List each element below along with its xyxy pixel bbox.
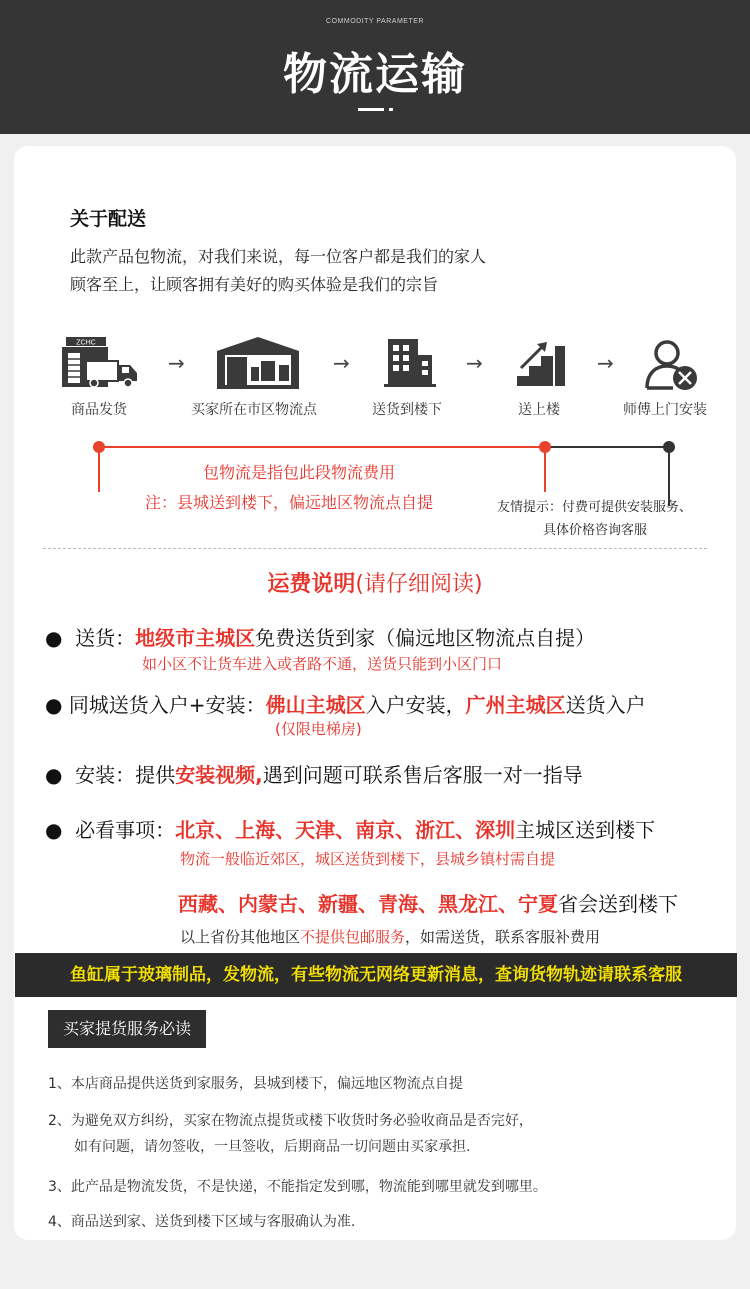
about-line-2: 顾客至上，让顾客拥有美好的购买体验是我们的宗旨	[70, 275, 439, 294]
fee-title-rest: (请仔细阅读)	[355, 572, 483, 597]
delivery-prefix: 送货：	[75, 626, 136, 650]
logistics-banner: 鱼缸属于玻璃制品，发物流，有些物流无网络更新消息，查询货物轨迹请联系客服	[15, 953, 737, 997]
arrow-icon: →	[597, 351, 614, 375]
install-item: ● 安装：提供安装视频,遇到问题可联系售后客服一对一指导	[45, 763, 583, 787]
rule-item: 2、为避免双方纠纷，买家在物流点提货或楼下收货时务必验收商品是否完好，	[48, 1113, 533, 1129]
rule-item: 1、本店商品提供送货到家服务，县城到楼下，偏远地区物流点自提	[48, 1076, 463, 1092]
must-note-2-red: 不提供包邮服务	[300, 928, 406, 946]
step-label: 商品发货	[71, 402, 127, 418]
step-label: 买家所在市区物流点	[191, 402, 317, 418]
tip-line-1: 友情提示：付费可提供安装服务、	[497, 500, 693, 515]
truck-sign: ZCHC	[76, 339, 96, 347]
delivery-item: ● 送货：地级市主城区免费送货到家（偏远地区物流点自提）	[45, 626, 596, 650]
arrow-icon: →	[168, 351, 185, 375]
step-label: 送上楼	[518, 402, 560, 418]
timeline-mid-line	[544, 448, 546, 492]
header-subtitle: COMMODITY PARAMETER	[326, 18, 424, 25]
must-rest-2: 省会送到楼下	[558, 892, 678, 916]
install-red: 安装视频,	[175, 763, 263, 787]
section-divider	[43, 548, 707, 549]
fee-title	[0, 567, 750, 598]
must-note-1: 物流一般临近郊区，城区送货到楼下，县城乡镇村需自提	[180, 850, 556, 868]
notice-title: 买家提货服务必读	[48, 1010, 206, 1048]
timeline-red-segment	[99, 446, 545, 448]
rule-item: 3、此产品是物流发货，不是快递，不能指定发到哪，物流能到哪里就发到哪里。	[48, 1179, 547, 1195]
page-header	[0, 0, 750, 134]
delivery-note: 如小区不让货车进入或者路不通，送货只能到小区门口	[142, 655, 503, 673]
must-read-item: ● 必看事项：北京、上海、天津、南京、浙江、深圳主城区送到楼下	[45, 818, 656, 842]
warehouse-icon	[217, 337, 299, 389]
timeline-black-segment	[545, 446, 669, 448]
building-icon	[384, 339, 436, 387]
install-rest: 遇到问题可联系售后客服一对一指导	[262, 763, 583, 787]
must-note-2-a: 以上省份其他地区	[180, 928, 301, 946]
timeline-note-1: 包物流是指包此段物流费用	[203, 463, 396, 482]
arrow-icon: →	[333, 351, 350, 375]
truck-icon	[60, 335, 140, 390]
arrow-icon: →	[466, 351, 483, 375]
rule-item: 如有问题，请勿签收，一旦签收，后期商品一切问题由买家承担.	[74, 1139, 471, 1155]
same-city-red-2: 广州主城区	[465, 693, 566, 717]
same-city-prefix: 同城送货入户+安装：	[68, 693, 266, 717]
header-divider-dot	[389, 108, 393, 111]
about-line-1: 此款产品包物流，对我们来说，每一位客户都是我们的家人	[70, 247, 487, 266]
step-label: 师傅上门安装	[623, 402, 707, 418]
must-rest-1: 主城区送到楼下	[515, 818, 656, 842]
must-prefix: 必看事项：	[75, 818, 176, 842]
install-prefix: 安装：提供	[75, 763, 176, 787]
same-city-item: ● 同城送货入户+安装：佛山主城区入户安装，广州主城区送货入户	[45, 693, 646, 717]
rule-item: 4、商品送到家、送货到楼下区域与客服确认为准.	[48, 1214, 356, 1230]
about-title: 关于配送	[70, 208, 147, 230]
same-city-rest: 送货入户	[565, 693, 646, 717]
same-city-note: (仅限电梯房)	[275, 720, 362, 738]
delivery-rest: 免费送货到家（偏远地区物流点自提）	[255, 626, 596, 650]
delivery-timeline	[99, 446, 669, 448]
step-label: 送货到楼下	[372, 402, 442, 418]
must-red-2: 西藏、内蒙古、新疆、青海、黑龙江、宁夏	[178, 892, 558, 916]
timeline-note-2: 注：县城送到楼下，偏远地区物流点自提	[145, 493, 434, 512]
installer-icon	[643, 338, 699, 390]
must-line-2	[178, 888, 678, 917]
tip-line-2: 具体价格咨询客服	[543, 523, 648, 538]
must-note-2	[180, 926, 600, 947]
header-divider	[358, 108, 384, 111]
header-title: 物流运输	[283, 49, 467, 100]
delivery-red: 地级市主城区	[135, 626, 256, 650]
fee-title-bold: 运费说明	[267, 572, 356, 597]
stairs-icon	[513, 340, 567, 386]
timeline-start-line	[98, 448, 100, 492]
same-city-mid: 入户安装，	[365, 693, 466, 717]
must-red-1: 北京、上海、天津、南京、浙江、深圳	[175, 818, 516, 842]
same-city-red-1: 佛山主城区	[265, 693, 366, 717]
must-note-2-b: ，如需送货，联系客服补费用	[405, 928, 601, 946]
